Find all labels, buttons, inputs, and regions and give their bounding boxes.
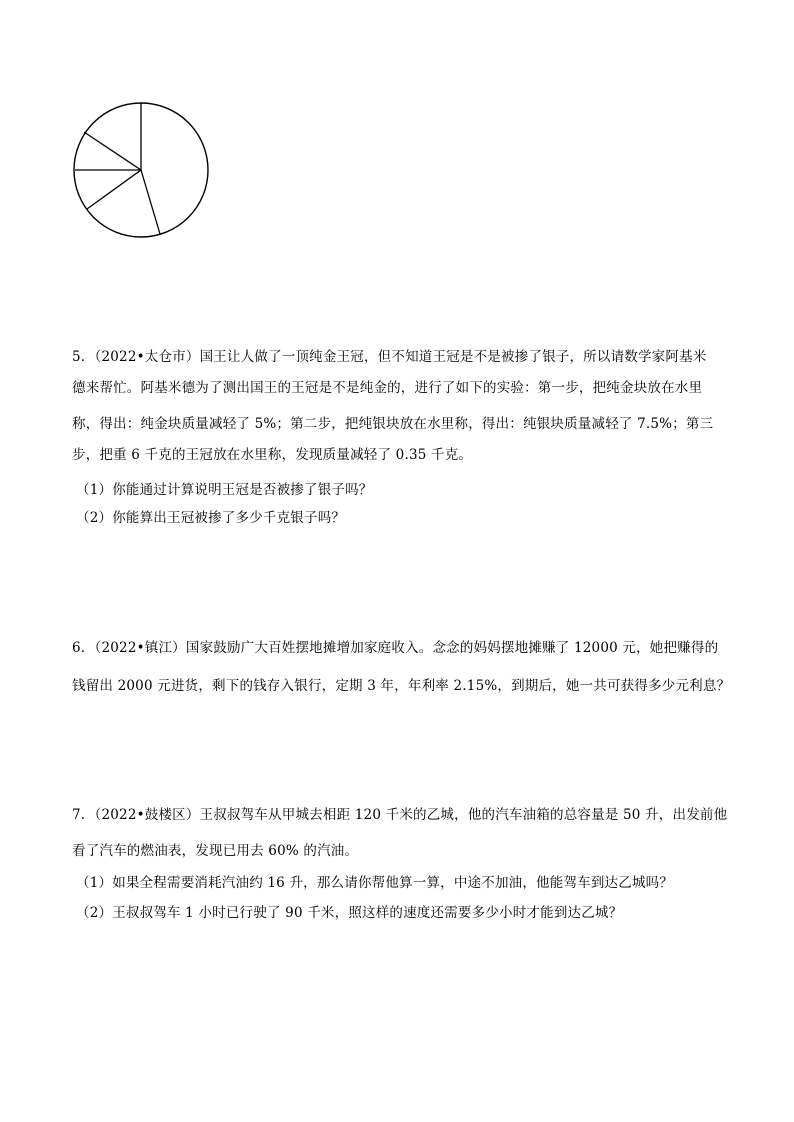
- question-5-number: 5．: [72, 349, 95, 365]
- question-6-source: （2022•镇江）: [94, 640, 186, 656]
- question-6-line-1: [72, 639, 718, 657]
- question-6-number: 6．: [72, 640, 95, 656]
- question-5-line-4: 步，把重 6 千克的王冠放在水里称，发现质量减轻了 0.35 千克。: [72, 447, 473, 463]
- pie-divider-upper-left: [84, 132, 141, 170]
- question-7-number: 7．: [72, 807, 95, 823]
- question-5-text-1: 国王让人做了一顶纯金王冠，但不知道王冠是不是被掺了银子，所以请数学家阿基米: [199, 349, 707, 365]
- question-5-part-1: （1）你能通过计算说明王冠是否被掺了银子吗？: [76, 482, 373, 498]
- question-6-text-1: 国家鼓励广大百姓摆地摊增加家庭收入。念念的妈妈摆地摊赚了 12000 元，她把赚得的: [185, 640, 719, 656]
- question-5-source: （2022•太仓市）: [94, 349, 200, 365]
- question-5-line-3: 称，得出：纯金块质量减轻了 5%；第二步，把纯银块放在水里称，得出：纯银块质量减轻了 7.5%；第三: [72, 416, 714, 432]
- question-7-text-1: 王叔叔驾车从甲城去相距 120 千米的乙城，他的汽车油箱的总容量是 50 升，出发前他: [199, 807, 728, 823]
- pie-chart-figure: [72, 101, 210, 239]
- question-5-part-2: （2）你能算出王冠被掺了多少千克银子吗？: [76, 510, 346, 526]
- pie-divider-lower-left: [87, 170, 141, 209]
- question-7-source: （2022•鼓楼区）: [94, 807, 200, 823]
- question-6-line-2: 钱留出 2000 元进货，剩下的钱存入银行，定期 3 年，年利率 2.15%，到期后，她一共可获得多少元利息？: [72, 678, 731, 694]
- pie-divider-bottom: [141, 170, 160, 234]
- question-7-part-1: （1）如果全程需要消耗汽油约 16 升，那么请你帮他算一算，中途不加油，他能驾车到达乙城吗？: [76, 875, 674, 891]
- question-5-line-1: [72, 348, 706, 366]
- question-5-line-2: 德来帮忙。阿基米德为了测出国王的王冠是不是纯金的，进行了如下的实验：第一步，把纯金块放在水里: [72, 380, 703, 396]
- question-7-part-2: （2）王叔叔驾车 1 小时已行驶了 90 千米，照这样的速度还需要多少小时才能到达乙城？: [76, 905, 623, 921]
- question-7-line-1: [72, 806, 727, 824]
- question-7-line-2: 看了汽车的燃油表，发现已用去 60% 的汽油。: [72, 843, 359, 859]
